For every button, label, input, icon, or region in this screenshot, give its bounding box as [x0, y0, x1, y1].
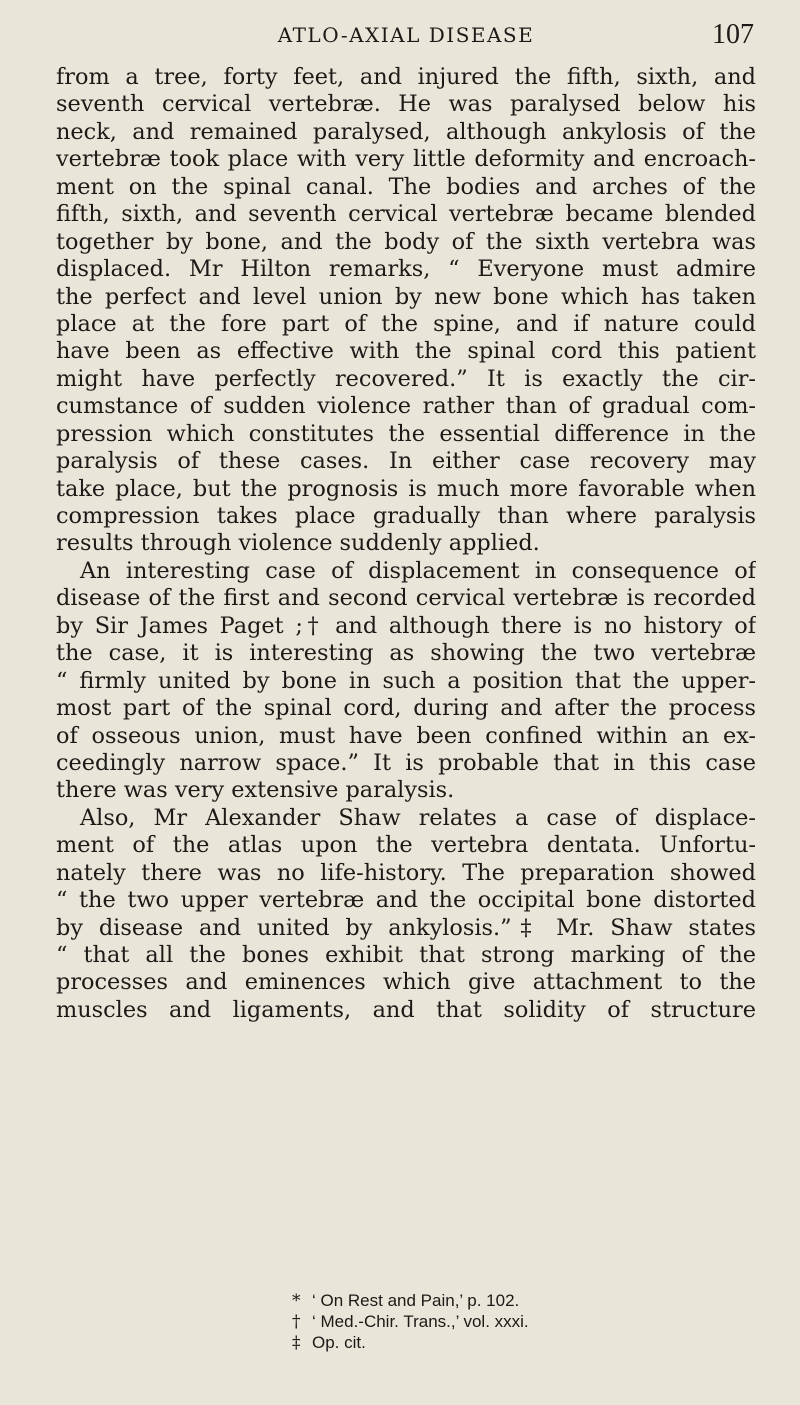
text-line: the case, it is interesting as showing the two vertebræ [56, 640, 756, 667]
text-line: most part of the spinal cord, during and after the process [56, 695, 756, 722]
text-line: together by bone, and the body of the sixth vertebra was [56, 228, 756, 255]
footnote-mark: ‡ [292, 1333, 301, 1353]
page-header [56, 18, 756, 52]
text-line: cumstance of sudden violence rather than of gradual com- [56, 393, 756, 420]
footnote-text: ‘ Med.-Chir. Trans.,’ vol. xxxi. [312, 1312, 529, 1331]
text-line: fifth, sixth, and seventh cervical vertebræ became blended [56, 201, 756, 228]
text-line: from a tree, forty feet, and injured the fifth, sixth, and [56, 64, 756, 90]
text-line: take place, but the prognosis is much more favorable when [56, 475, 756, 502]
text-line: ment on the spinal canal. The bodies and arches of the [56, 173, 756, 200]
text-line: ceedingly narrow space.” It is probable that in this case [56, 749, 756, 776]
text-line: “ the two upper vertebræ and the occipital bone distorted [56, 887, 756, 914]
text-line: pression which constitutes the essential difference in the [56, 420, 756, 447]
text-line: displaced. Mr Hilton remarks, “ Everyone must admire [56, 256, 756, 283]
text-line: “ that all the bones exhibit that strong marking of the [56, 942, 756, 968]
text-line: seventh cervical vertebræ. He was paralysed below his [56, 91, 756, 118]
text-line: “ firmly united by bone in such a position that the upper- [56, 667, 756, 694]
footnote [292, 1290, 752, 1311]
text-line: paralysis of these cases. In either case recovery may [56, 448, 756, 475]
text-line: results through violence suddenly applied. [56, 530, 540, 557]
footnote-mark: † [292, 1312, 301, 1332]
text-line: An interesting case of displacement in consequence of [80, 557, 756, 584]
text-line: compression takes place gradually than where paralysis [56, 503, 756, 529]
text-line: muscles and ligaments, and that solidity of structure [56, 996, 756, 1023]
text-line: place at the fore part of the spine, and if nature could [56, 310, 756, 337]
text-line: of osseous union, must have been confined within an ex- [56, 722, 756, 749]
footnote-text: ‘ On Rest and Pain,’ p. 102. [312, 1291, 520, 1310]
text-line: might have perfectly recovered.” It is exactly the cir- [56, 365, 756, 392]
body-text [56, 64, 756, 1024]
text-line: vertebræ took place with very little deformity and encroach- [56, 146, 756, 173]
text-line: disease of the first and second cervical vertebræ is recorded [56, 585, 756, 612]
text-line: nately there was no life-history. The preparation showed [56, 859, 756, 886]
text-line: ment of the atlas upon the vertebra dentata. Unfortu- [56, 832, 756, 859]
footnote [292, 1311, 752, 1332]
text-line: processes and eminences which give attachment to the [56, 969, 756, 996]
footnotes [292, 1290, 752, 1353]
page-number: 107 [712, 19, 754, 50]
text-line: by Sir James Paget ;† and although there is no history of [56, 612, 756, 639]
text-line: have been as effective with the spinal cord this patient [56, 338, 756, 365]
footnote-mark: * [292, 1291, 301, 1311]
text-line: by disease and united by ankylosis.”‡ Mr. Shaw states [56, 914, 756, 941]
text-line: the perfect and level union by new bone which has taken [56, 283, 756, 310]
text-line: Also, Mr Alexander Shaw relates a case of displace- [80, 804, 756, 831]
footnote [292, 1332, 752, 1353]
text-line: neck, and remained paralysed, although ankylosis of the [56, 118, 756, 145]
footnote-text: Op. cit. [312, 1333, 366, 1352]
text-line: there was very extensive paralysis. [56, 777, 455, 804]
running-head: ATLO-AXIAL DISEASE [277, 23, 535, 47]
